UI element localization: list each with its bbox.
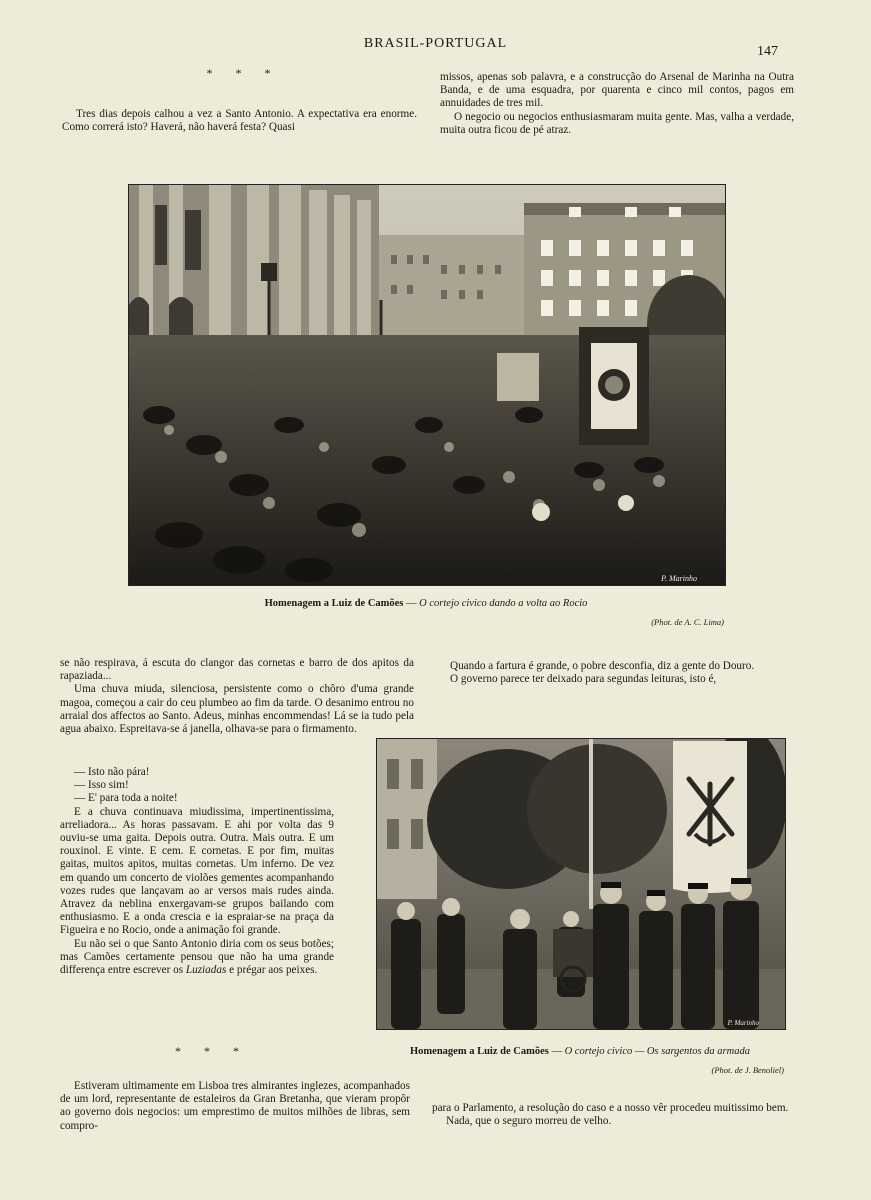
caption-title: Homenagem a Luiz de Camões [264,598,404,609]
photo-sargentos-armada [376,738,786,1030]
caption-description: O cortejo civico — Os sargentos da armada [564,1046,750,1057]
caption-separator: — [548,1046,565,1057]
page-number: 147 [757,44,778,59]
dialogue-line: — Isto não pára! [74,766,150,778]
photo1-credit: (Phot. de A. C. Lima) [651,617,724,627]
crowd-photo-illustration [129,185,725,585]
dialogue-line: — E' para toda a noite! [74,792,178,805]
paragraph: para o Parlamento, a resolução do caso e a nosso vêr procedeu muitissimo bem. [432,1102,789,1114]
photo2-caption [376,1046,784,1057]
bottom-right-column [432,1102,790,1128]
sailors-photo-illustration [377,739,785,1029]
paragraph: Quando a fartura é grande, o pobre desconfia, diz a gente do Douro. [450,660,755,672]
photo1-caption [128,598,724,609]
bottom-left-column [60,1044,410,1133]
mid-right-column [436,660,790,686]
paragraph: se não respirava, á escuta do clangor das cornetas e barro de dos apitos da rapaziada... [60,657,414,683]
paragraph: Uma chuva miuda, silenciosa, persistente como o chôro d'uma grande magoa, começou a cair do ceu plumbeo ao fim da tarde. O desanimo entrou no arraial dos affectos ao Santo. Adeus, minhas encommendas! Lá se ia tudo pela agua abaixo. Espreitava-se á janella, olhava-se para o firmamento. [60,683,414,736]
paragraph: Tres dias depois calhou a vez a Santo Antonio. A expectativa era enorme. Como correrá isto? Haverá, não haverá festa? Quasi [62,108,417,134]
paragraph: missos, apenas sob palavra, e a construcção do Arsenal de Marinha na Outra Banda, e de uma esquadra, por quarenta e cinco mil contos, pagos em annuidades de tres mil. [440,71,794,110]
section-divider: * * * [206,66,281,80]
dialogue-line: — Isso sim! [74,779,129,792]
mid-left-column-top [60,657,414,736]
photo2-credit: (Phot. de J. Benoliel) [711,1065,784,1075]
photo-signature: P. Marinho [661,574,697,583]
photo-cortejo-rocio [128,184,726,586]
paragraph: Nada, que o seguro morreu de velho. [446,1115,612,1128]
paragraph: Estiveram ultimamente em Lisboa tres almirantes inglezes, acompanhados de um lord, representante de estaleiros da Gran Bretanha, que vieram propôr ao governo dois negocios: um emprestimo de muitos milhões de libras, sem compro- [60,1080,410,1132]
caption-description: O cortejo civico dando a volta ao Rocio [419,598,588,609]
paragraph: O negocio ou negocios enthusiasmaram muita gente. Mas, valha a verdade, muita outra ficou de pé atraz. [440,110,794,136]
caption-separator: — [403,598,420,609]
running-header: BRASIL-PORTUGAL [363,36,508,51]
caption-title: Homenagem a Luiz de Camões [410,1046,549,1057]
work-title: Luziadas [185,964,227,977]
paragraph: E a chuva continuava miudissima, impertinentissima, arreliadora... As horas passavam. E ahi por volta das 9 ouviu-se uma gaita. Depois outra. Outra. Mais outra. E um rouxinol. E vinte. E cem. E cornetas. E por fim, muitas gaitas, muitos apitos, muitas cornetas. Um inferno. De vez em quando um concerto de violões gementes acompanhando vozes rudes que lançavam ao ar versos mais rudes ainda. Atravez da neblina enxergavam-se grupos bailando com enthusiasmo. E a onda crescia e ia espraiar-se na praça da Figueira e no Rocio, onde a animação foi grande. [60,805,334,937]
paragraph: O governo parece ter deixado para segundas leituras, isto é, [450,673,717,686]
paragraph: Eu não sei o que Santo Antonio diria com os seus botões; mas Camões certamente pensou que não ha uma grande differença entre escrever os Luziadas e prégar aos peixes. [60,937,334,977]
section-divider: * * * [175,1044,249,1058]
top-left-column [62,66,417,134]
top-right-column [440,71,794,137]
photo-signature: P. Marinho [727,1019,759,1027]
mid-left-column-narrow [60,766,334,977]
